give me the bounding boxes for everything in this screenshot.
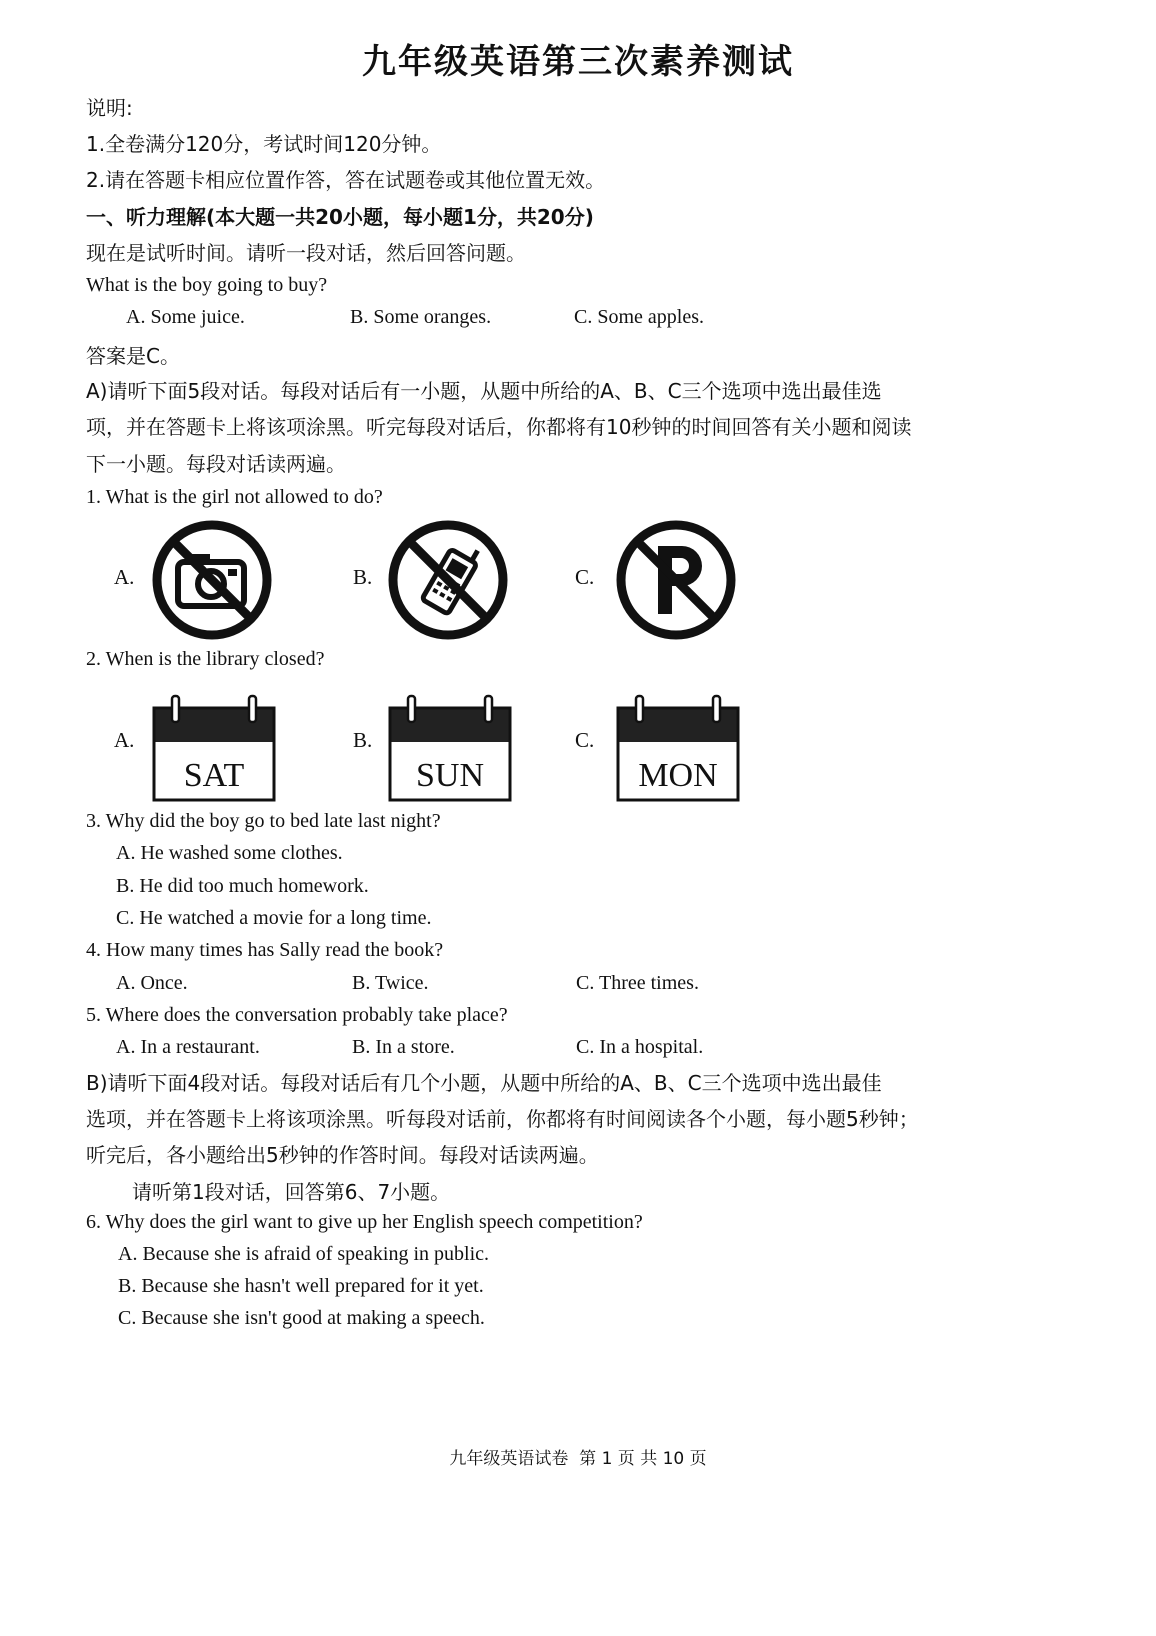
question-3: 3. Why did the boy go to bed late last night?: [86, 810, 441, 832]
page-footer: 九年级英语试卷 第 1 页 共 10 页: [449, 1449, 707, 1469]
no-camera-icon: [150, 518, 274, 646]
question-1: 1. What is the girl not allowed to do?: [86, 486, 383, 508]
part-b-instruction: 听完后，各小题给出5秒钟的作答时间。每段对话读两遍。: [86, 1143, 599, 1167]
q3-option-a: A. He washed some clothes.: [116, 842, 343, 864]
part-a-instruction: 项，并在答题卡上将该项涂黑。听完每段对话后，你都将有10秒钟的时间回答有关小题和阅读: [86, 415, 912, 439]
q5-option-c: C. In a hospital.: [576, 1036, 704, 1058]
q3-option-b: B. He did too much homework.: [116, 875, 369, 897]
question-5: 5. Where does the conversation probably take place?: [86, 1004, 508, 1026]
no-phone-icon: [386, 518, 510, 646]
calendar-day-text: MON: [638, 757, 718, 794]
calendar-icon: [386, 692, 514, 808]
trial-option-b: B. Some oranges.: [350, 306, 492, 328]
q4-option-a: A. Once.: [116, 972, 188, 994]
q1-label-a: A.: [114, 565, 135, 589]
q6-option-c: C. Because she isn't good at making a speech.: [118, 1307, 485, 1329]
part-a-instruction: A)请听下面5段对话。每段对话后有一小题，从题中所给的A、B、C三个选项中选出最佳选: [86, 379, 882, 403]
q1-label-b: B.: [353, 565, 373, 589]
question-6: 6. Why does the girl want to give up her English speech competition?: [86, 1211, 643, 1233]
calendar-icon: [614, 692, 742, 808]
q2-label-b: B.: [353, 728, 373, 752]
q6-option-a: A. Because she is afraid of speaking in public.: [118, 1243, 490, 1265]
q3-option-c: C. He watched a movie for a long time.: [116, 907, 432, 929]
no-parking-icon: [614, 518, 738, 646]
q1-label-c: C.: [575, 565, 595, 589]
instructions-heading: 说明:: [86, 96, 133, 120]
q2-label-a: A.: [114, 728, 135, 752]
trial-note: 现在是试听时间。请听一段对话，然后回答问题。: [86, 241, 526, 265]
q4-option-c: C. Three times.: [576, 972, 699, 994]
trial-question: What is the boy going to buy?: [86, 274, 328, 296]
part-b-instruction: B)请听下面4段对话。每段对话后有几个小题，从题中所给的A、B、C三个选项中选出最佳: [86, 1071, 882, 1095]
part-a-instruction: 下一小题。每段对话读两遍。: [86, 452, 346, 476]
question-4: 4. How many times has Sally read the book?: [86, 939, 444, 961]
trial-option-a: A. Some juice.: [126, 306, 245, 328]
instruction-item: 2.请在答题卡相应位置作答，答在试题卷或其他位置无效。: [86, 168, 606, 192]
calendar-icon: [150, 692, 278, 808]
q5-option-a: A. In a restaurant.: [116, 1036, 260, 1058]
page-title: 九年级英语第三次素养测试: [362, 42, 794, 82]
dialogue-note: 请听第1段对话，回答第6、7小题。: [132, 1180, 451, 1204]
part-b-instruction: 选项，并在答题卡上将该项涂黑。听每段对话前，你都将有时间阅读各个小题，每小题5秒钟；: [86, 1107, 919, 1131]
calendar-day-text: SUN: [415, 757, 485, 794]
q4-option-b: B. Twice.: [352, 972, 429, 994]
calendar-day-text: SAT: [183, 757, 245, 794]
trial-answer: 答案是C。: [86, 344, 180, 368]
section-heading: 一、听力理解(本大题一共20小题，每小题1分，共20分): [86, 205, 594, 229]
q2-label-c: C.: [575, 728, 595, 752]
trial-option-c: C. Some apples.: [574, 306, 704, 328]
question-2: 2. When is the library closed?: [86, 648, 325, 670]
q6-option-b: B. Because she hasn't well prepared for it yet.: [118, 1275, 484, 1297]
q5-option-b: B. In a store.: [352, 1036, 455, 1058]
instruction-item: 1.全卷满分120分，考试时间120分钟。: [86, 132, 442, 156]
